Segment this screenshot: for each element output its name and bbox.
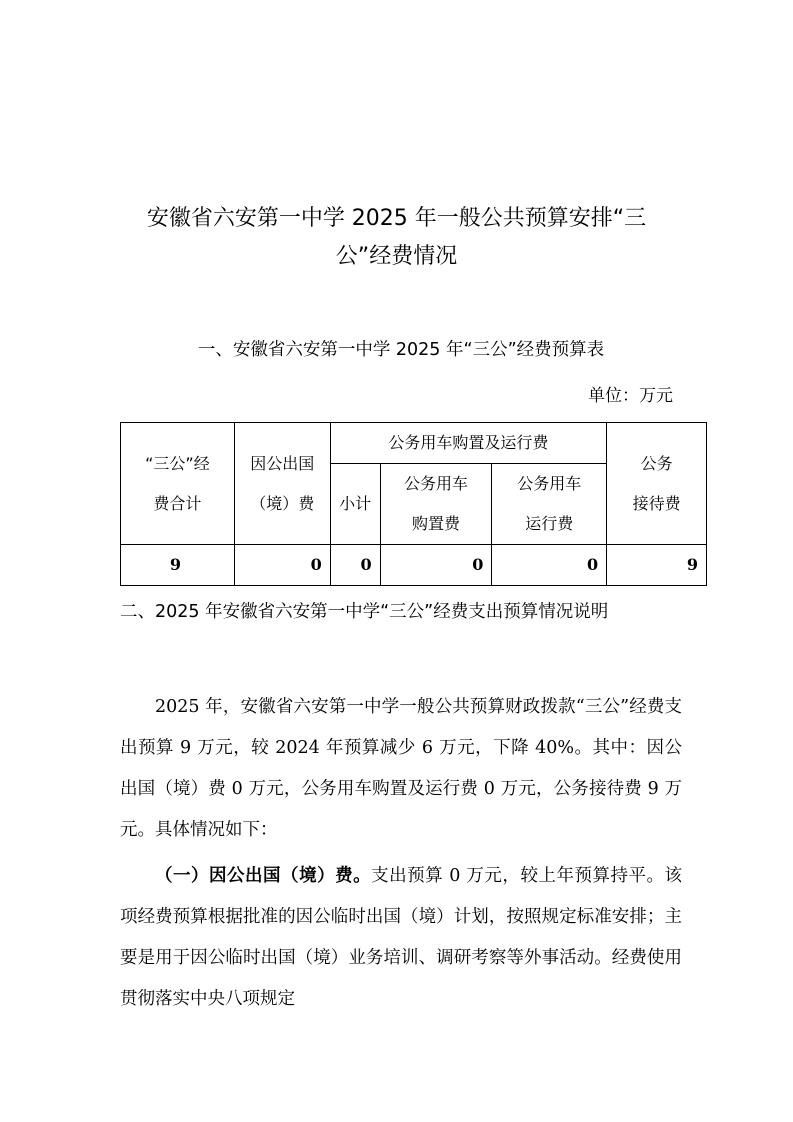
header-total-line-1: “三公”经: [145, 453, 210, 473]
cell-abroad: 0: [234, 545, 330, 586]
table-row: [121, 545, 707, 586]
header-vehicle-group: 公务用车购置及运行费: [330, 423, 606, 464]
header-purchase-line-1: 公务用车: [404, 474, 469, 493]
header-operation-line-2: 运行费: [525, 514, 574, 533]
header-reception-line-1: 公务: [640, 453, 673, 473]
header-total: [121, 423, 235, 545]
table-header-row-1: [121, 423, 707, 464]
header-total-line-2: 费合计: [153, 493, 202, 513]
title-line-2: 公”经费情况: [335, 244, 458, 269]
cell-reception: 9: [607, 545, 707, 586]
cell-operation: 0: [492, 545, 607, 586]
header-abroad-line-1: 因公出国: [250, 453, 315, 473]
cell-subtotal: 0: [330, 545, 380, 586]
paragraph-abroad-body: 支出预算 0 万元，较上年预算持平。该项经费预算根据批准的因公临时出国（境）计划，按照规定标准安排；主要是用于因公临时出国（境）业务培训、调研考察等外事活动。经费使用贯彻落实中央八项规定: [120, 866, 683, 1009]
header-abroad-line-2: （境）费: [250, 493, 315, 513]
header-subtotal: 小计: [330, 464, 380, 545]
header-vehicle-operation: [492, 464, 607, 545]
title-line-1: 安徽省六安第一中学 2025 年一般公共预算安排“三: [146, 206, 647, 231]
header-reception: [607, 423, 707, 545]
paragraph-abroad-lead: （一）因公出国（境）费。: [155, 866, 372, 886]
section-heading-2: 二、2025 年安徽省六安第一中学“三公”经费支出预算情况说明: [120, 602, 609, 622]
cell-total: 9: [121, 545, 235, 586]
unit-label: 单位：万元: [588, 386, 673, 406]
document-title: [110, 200, 683, 276]
header-operation-line-1: 公务用车: [517, 474, 582, 493]
section-heading-1: 一、安徽省六安第一中学 2025 年“三公”经费预算表: [197, 340, 605, 360]
header-abroad: [234, 423, 330, 545]
budget-table: [120, 422, 707, 586]
header-vehicle-purchase: [380, 464, 492, 545]
cell-purchase: 0: [380, 545, 492, 586]
header-purchase-line-2: 购置费: [412, 514, 461, 533]
paragraph-summary: 2025 年，安徽省六安第一中学一般公共预算财政拨款“三公”经费支出预算 9 万元，较 2024 年预算减少 6 万元，下降 40%。其中：因公出国（境）费 0 万元，公务用车购置及运行费 0 万元，公务接待费 9 万元。具体情况如下：: [120, 697, 682, 840]
header-reception-line-2: 接待费: [632, 493, 681, 513]
paragraph-abroad: [120, 856, 682, 1020]
